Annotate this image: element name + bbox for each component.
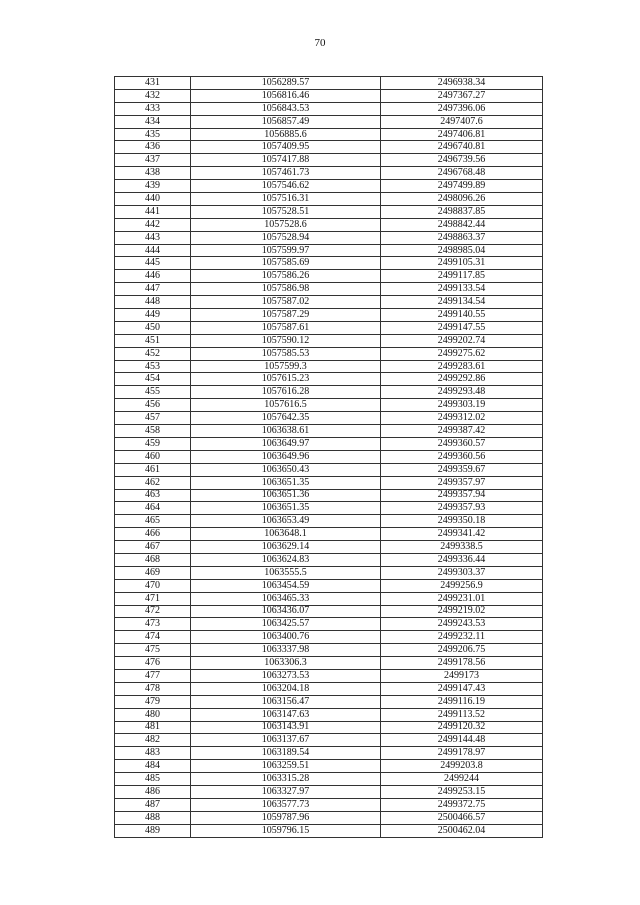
y-coordinate-cell: 2499341.42: [381, 528, 543, 541]
table-row: [115, 515, 543, 528]
x-coordinate-cell: 1057586.98: [191, 283, 381, 296]
point-number-cell: 465: [115, 515, 191, 528]
point-number-cell: 475: [115, 644, 191, 657]
x-coordinate-cell: 1063327.97: [191, 785, 381, 798]
x-coordinate-cell: 1063337.98: [191, 644, 381, 657]
point-number-cell: 473: [115, 618, 191, 631]
point-number-cell: 451: [115, 334, 191, 347]
table-row: [115, 605, 543, 618]
point-number-cell: 460: [115, 450, 191, 463]
page-number: 70: [314, 37, 326, 49]
point-number-cell: 488: [115, 811, 191, 824]
y-coordinate-cell: 2499232.11: [381, 631, 543, 644]
x-coordinate-cell: 1057461.73: [191, 167, 381, 180]
table-row: [115, 747, 543, 760]
point-number-cell: 462: [115, 476, 191, 489]
y-coordinate-cell: 2499292.86: [381, 373, 543, 386]
table-row: [115, 773, 543, 786]
point-number-cell: 454: [115, 373, 191, 386]
point-number-cell: 439: [115, 180, 191, 193]
x-coordinate-cell: 1057586.26: [191, 270, 381, 283]
table-row: [115, 399, 543, 412]
x-coordinate-cell: 1063648.1: [191, 528, 381, 541]
table-row: [115, 167, 543, 180]
x-coordinate-cell: 1063577.73: [191, 798, 381, 811]
table-row: [115, 644, 543, 657]
point-number-cell: 461: [115, 463, 191, 476]
x-coordinate-cell: 1056857.49: [191, 115, 381, 128]
x-coordinate-cell: 1063653.49: [191, 515, 381, 528]
table-row: [115, 476, 543, 489]
point-number-cell: 489: [115, 824, 191, 837]
table-row: [115, 141, 543, 154]
y-coordinate-cell: 2497407.6: [381, 115, 543, 128]
y-coordinate-cell: 2498842.44: [381, 218, 543, 231]
y-coordinate-cell: 2499372.75: [381, 798, 543, 811]
point-number-cell: 472: [115, 605, 191, 618]
table-row: [115, 824, 543, 837]
point-number-cell: 437: [115, 154, 191, 167]
table-row: [115, 734, 543, 747]
y-coordinate-cell: 2498096.26: [381, 193, 543, 206]
table-row: [115, 205, 543, 218]
point-number-cell: 453: [115, 360, 191, 373]
point-number-cell: 432: [115, 89, 191, 102]
table-row: [115, 360, 543, 373]
y-coordinate-cell: 2499387.42: [381, 425, 543, 438]
point-number-cell: 485: [115, 773, 191, 786]
x-coordinate-cell: 1063638.61: [191, 425, 381, 438]
table-row: [115, 798, 543, 811]
x-coordinate-cell: 1057528.6: [191, 218, 381, 231]
x-coordinate-cell: 1057417.88: [191, 154, 381, 167]
table-row: [115, 244, 543, 257]
table-row: [115, 657, 543, 670]
y-coordinate-cell: 2499360.56: [381, 450, 543, 463]
point-number-cell: 444: [115, 244, 191, 257]
y-coordinate-cell: 2499336.44: [381, 553, 543, 566]
table-row: [115, 708, 543, 721]
x-coordinate-cell: 1063137.67: [191, 734, 381, 747]
x-coordinate-cell: 1059796.15: [191, 824, 381, 837]
point-number-cell: 445: [115, 257, 191, 270]
table-row: [115, 102, 543, 115]
y-coordinate-cell: 2500466.57: [381, 811, 543, 824]
x-coordinate-cell: 1063147.63: [191, 708, 381, 721]
y-coordinate-cell: 2499360.57: [381, 437, 543, 450]
point-number-cell: 459: [115, 437, 191, 450]
table-row: [115, 180, 543, 193]
table-row: [115, 347, 543, 360]
point-number-cell: 478: [115, 682, 191, 695]
x-coordinate-cell: 1063649.97: [191, 437, 381, 450]
table-row: [115, 566, 543, 579]
point-number-cell: 481: [115, 721, 191, 734]
point-number-cell: 452: [115, 347, 191, 360]
point-number-cell: 446: [115, 270, 191, 283]
y-coordinate-cell: 2499357.94: [381, 489, 543, 502]
y-coordinate-cell: 2499203.8: [381, 760, 543, 773]
table-row: [115, 618, 543, 631]
point-number-cell: 435: [115, 128, 191, 141]
x-coordinate-cell: 1056885.6: [191, 128, 381, 141]
x-coordinate-cell: 1063649.96: [191, 450, 381, 463]
table-row: [115, 218, 543, 231]
y-coordinate-cell: 2499105.31: [381, 257, 543, 270]
x-coordinate-cell: 1063651.35: [191, 476, 381, 489]
y-coordinate-cell: 2499178.56: [381, 657, 543, 670]
x-coordinate-cell: 1057528.51: [191, 205, 381, 218]
y-coordinate-cell: 2499275.62: [381, 347, 543, 360]
x-coordinate-cell: 1059787.96: [191, 811, 381, 824]
point-number-cell: 486: [115, 785, 191, 798]
y-coordinate-cell: 2499303.19: [381, 399, 543, 412]
table-row: [115, 450, 543, 463]
point-number-cell: 434: [115, 115, 191, 128]
table-row: [115, 77, 543, 90]
y-coordinate-cell: 2499357.97: [381, 476, 543, 489]
point-number-cell: 458: [115, 425, 191, 438]
point-number-cell: 474: [115, 631, 191, 644]
x-coordinate-cell: 1057599.3: [191, 360, 381, 373]
point-number-cell: 431: [115, 77, 191, 90]
x-coordinate-cell: 1057590.12: [191, 334, 381, 347]
point-number-cell: 450: [115, 321, 191, 334]
table-row: [115, 334, 543, 347]
x-coordinate-cell: 1057615.23: [191, 373, 381, 386]
table-row: [115, 270, 543, 283]
x-coordinate-cell: 1057409.95: [191, 141, 381, 154]
y-coordinate-cell: 2496768.48: [381, 167, 543, 180]
table-row: [115, 309, 543, 322]
y-coordinate-cell: 2499283.61: [381, 360, 543, 373]
x-coordinate-cell: 1063651.36: [191, 489, 381, 502]
point-number-cell: 482: [115, 734, 191, 747]
x-coordinate-cell: 1063156.47: [191, 695, 381, 708]
y-coordinate-cell: 2499147.55: [381, 321, 543, 334]
coordinate-table-body: [115, 77, 543, 838]
y-coordinate-cell: 2499120.32: [381, 721, 543, 734]
point-number-cell: 457: [115, 412, 191, 425]
table-row: [115, 128, 543, 141]
y-coordinate-cell: 2499113.52: [381, 708, 543, 721]
point-number-cell: 464: [115, 502, 191, 515]
table-row: [115, 721, 543, 734]
point-number-cell: 467: [115, 541, 191, 554]
x-coordinate-cell: 1063651.35: [191, 502, 381, 515]
y-coordinate-cell: 2496740.81: [381, 141, 543, 154]
table-row: [115, 669, 543, 682]
point-number-cell: 448: [115, 296, 191, 309]
table-row: [115, 231, 543, 244]
table-row: [115, 193, 543, 206]
table-row: [115, 489, 543, 502]
point-number-cell: 442: [115, 218, 191, 231]
point-number-cell: 466: [115, 528, 191, 541]
point-number-cell: 469: [115, 566, 191, 579]
table-row: [115, 528, 543, 541]
table-row: [115, 425, 543, 438]
table-row: [115, 541, 543, 554]
y-coordinate-cell: 2499117.85: [381, 270, 543, 283]
point-number-cell: 476: [115, 657, 191, 670]
y-coordinate-cell: 2499303.37: [381, 566, 543, 579]
y-coordinate-cell: 2499206.75: [381, 644, 543, 657]
y-coordinate-cell: 2499134.54: [381, 296, 543, 309]
x-coordinate-cell: 1063259.51: [191, 760, 381, 773]
point-number-cell: 470: [115, 579, 191, 592]
x-coordinate-cell: 1063555.5: [191, 566, 381, 579]
table-row: [115, 463, 543, 476]
point-number-cell: 456: [115, 399, 191, 412]
table-row: [115, 386, 543, 399]
x-coordinate-cell: 1056289.57: [191, 77, 381, 90]
point-number-cell: 449: [115, 309, 191, 322]
y-coordinate-cell: 2496739.56: [381, 154, 543, 167]
x-coordinate-cell: 1057587.29: [191, 309, 381, 322]
y-coordinate-cell: 2499350.18: [381, 515, 543, 528]
x-coordinate-cell: 1063629.14: [191, 541, 381, 554]
table-row: [115, 154, 543, 167]
table-row: [115, 785, 543, 798]
table-row: [115, 695, 543, 708]
table-row: [115, 437, 543, 450]
x-coordinate-cell: 1063465.33: [191, 592, 381, 605]
x-coordinate-cell: 1063400.76: [191, 631, 381, 644]
y-coordinate-cell: 2499116.19: [381, 695, 543, 708]
point-number-cell: 440: [115, 193, 191, 206]
table-row: [115, 257, 543, 270]
x-coordinate-cell: 1057587.02: [191, 296, 381, 309]
point-number-cell: 447: [115, 283, 191, 296]
table-row: [115, 553, 543, 566]
x-coordinate-cell: 1057587.61: [191, 321, 381, 334]
y-coordinate-cell: 2499231.01: [381, 592, 543, 605]
point-number-cell: 468: [115, 553, 191, 566]
point-number-cell: 484: [115, 760, 191, 773]
x-coordinate-cell: 1057546.62: [191, 180, 381, 193]
point-number-cell: 443: [115, 231, 191, 244]
x-coordinate-cell: 1063624.83: [191, 553, 381, 566]
table-row: [115, 283, 543, 296]
y-coordinate-cell: 2499256.9: [381, 579, 543, 592]
y-coordinate-cell: 2498985.04: [381, 244, 543, 257]
y-coordinate-cell: 2499144.48: [381, 734, 543, 747]
x-coordinate-cell: 1057616.5: [191, 399, 381, 412]
table-row: [115, 579, 543, 592]
y-coordinate-cell: 2499147.43: [381, 682, 543, 695]
y-coordinate-cell: 2496938.34: [381, 77, 543, 90]
y-coordinate-cell: 2499359.67: [381, 463, 543, 476]
y-coordinate-cell: 2499338.5: [381, 541, 543, 554]
point-number-cell: 477: [115, 669, 191, 682]
y-coordinate-cell: 2499253.15: [381, 785, 543, 798]
x-coordinate-cell: 1063273.53: [191, 669, 381, 682]
point-number-cell: 483: [115, 747, 191, 760]
x-coordinate-cell: 1063143.91: [191, 721, 381, 734]
x-coordinate-cell: 1063436.07: [191, 605, 381, 618]
point-number-cell: 438: [115, 167, 191, 180]
x-coordinate-cell: 1057516.31: [191, 193, 381, 206]
y-coordinate-cell: 2499178.97: [381, 747, 543, 760]
y-coordinate-cell: 2499173: [381, 669, 543, 682]
point-number-cell: 480: [115, 708, 191, 721]
y-coordinate-cell: 2497499.89: [381, 180, 543, 193]
point-number-cell: 463: [115, 489, 191, 502]
y-coordinate-cell: 2499133.54: [381, 283, 543, 296]
x-coordinate-cell: 1063315.28: [191, 773, 381, 786]
point-number-cell: 471: [115, 592, 191, 605]
table-row: [115, 502, 543, 515]
y-coordinate-cell: 2499244: [381, 773, 543, 786]
y-coordinate-cell: 2499357.93: [381, 502, 543, 515]
x-coordinate-cell: 1063189.54: [191, 747, 381, 760]
x-coordinate-cell: 1063204.18: [191, 682, 381, 695]
point-number-cell: 436: [115, 141, 191, 154]
x-coordinate-cell: 1063425.57: [191, 618, 381, 631]
table-row: [115, 631, 543, 644]
y-coordinate-cell: 2498837.85: [381, 205, 543, 218]
x-coordinate-cell: 1056843.53: [191, 102, 381, 115]
x-coordinate-cell: 1063306.3: [191, 657, 381, 670]
x-coordinate-cell: 1057599.97: [191, 244, 381, 257]
table-row: [115, 321, 543, 334]
table-row: [115, 373, 543, 386]
x-coordinate-cell: 1057585.53: [191, 347, 381, 360]
point-number-cell: 455: [115, 386, 191, 399]
y-coordinate-cell: 2498863.37: [381, 231, 543, 244]
table-row: [115, 115, 543, 128]
y-coordinate-cell: 2497406.81: [381, 128, 543, 141]
point-number-cell: 433: [115, 102, 191, 115]
y-coordinate-cell: 2499312.02: [381, 412, 543, 425]
y-coordinate-cell: 2499293.48: [381, 386, 543, 399]
point-number-cell: 479: [115, 695, 191, 708]
x-coordinate-cell: 1063650.43: [191, 463, 381, 476]
table-row: [115, 811, 543, 824]
y-coordinate-cell: 2497367.27: [381, 89, 543, 102]
x-coordinate-cell: 1057585.69: [191, 257, 381, 270]
point-number-cell: 441: [115, 205, 191, 218]
x-coordinate-cell: 1057616.28: [191, 386, 381, 399]
y-coordinate-cell: 2499243.53: [381, 618, 543, 631]
table-row: [115, 296, 543, 309]
table-row: [115, 89, 543, 102]
y-coordinate-cell: 2499140.55: [381, 309, 543, 322]
table-row: [115, 682, 543, 695]
point-number-cell: 487: [115, 798, 191, 811]
table-row: [115, 760, 543, 773]
table-row: [115, 412, 543, 425]
y-coordinate-cell: 2497396.06: [381, 102, 543, 115]
x-coordinate-cell: 1056816.46: [191, 89, 381, 102]
x-coordinate-cell: 1057642.35: [191, 412, 381, 425]
table-row: [115, 592, 543, 605]
coordinate-table: [114, 76, 543, 838]
x-coordinate-cell: 1063454.59: [191, 579, 381, 592]
x-coordinate-cell: 1057528.94: [191, 231, 381, 244]
y-coordinate-cell: 2500462.04: [381, 824, 543, 837]
y-coordinate-cell: 2499202.74: [381, 334, 543, 347]
y-coordinate-cell: 2499219.02: [381, 605, 543, 618]
